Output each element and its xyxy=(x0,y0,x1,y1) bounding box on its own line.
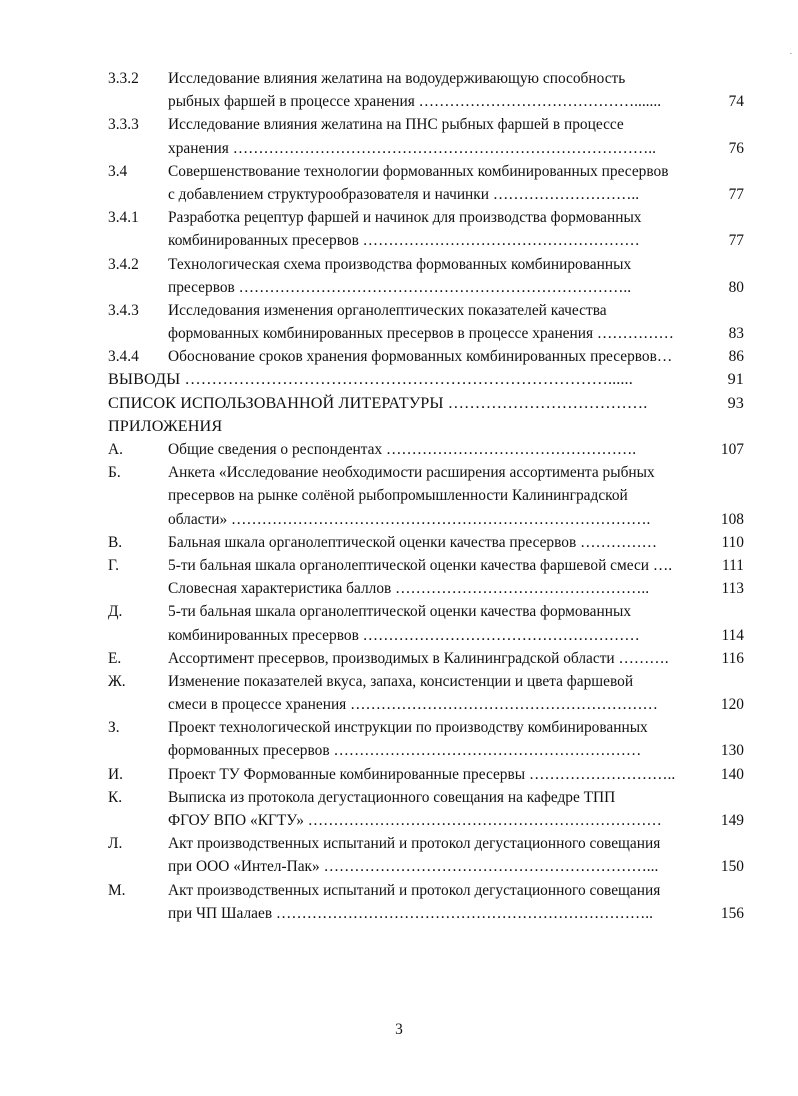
appendix-entry-title: Проект технологической инструкции по производству комбинированных xyxy=(168,719,648,737)
toc-entry-line xyxy=(108,253,744,276)
appendix-entry-line xyxy=(108,461,744,484)
appendix-entry-page: 114 xyxy=(721,626,744,644)
toc-entry-title: комбинированных пресервов ……………………………………………… xyxy=(168,232,640,250)
appendix-entry-page: 156 xyxy=(720,904,744,922)
toc-entry-line xyxy=(108,276,744,299)
toc-entry-number: 3.4.1 xyxy=(108,209,139,227)
toc-section xyxy=(108,392,744,415)
appendix-entry-page: 111 xyxy=(722,556,744,574)
toc-entry-title: формованных комбинированных пресервов в процессе хранения …………… xyxy=(168,325,674,343)
toc-entry-title: с добавлением структурообразователя и начинки ……………………….. xyxy=(168,185,640,203)
appendix-entry-page: 130 xyxy=(720,742,744,760)
appendix-entry-title: Выписка из протокола дегустационного совещания на кафедре ТПП xyxy=(168,788,616,806)
toc-entry-page: 76 xyxy=(728,139,744,157)
toc-entry-title: Исследование влияния желатина на ПНС рыбных фаршей в процессе xyxy=(168,116,624,134)
toc-section-title: СПИСОК ИСПОЛЬЗОВАННОЙ ЛИТЕРАТУРЫ ………………………………. xyxy=(108,393,648,412)
appendix-entry-line xyxy=(108,832,744,855)
toc-entry-page: 77 xyxy=(728,185,744,203)
appendix-entry-number: Е. xyxy=(108,649,122,667)
toc-entry-page: 80 xyxy=(728,278,744,296)
appendix-entry-line xyxy=(108,531,744,554)
appendix-entry-page: 150 xyxy=(720,858,744,876)
toc-entry-line xyxy=(108,67,744,90)
toc-entry-title: Исследования изменения органолептических показателей качества xyxy=(168,301,607,319)
appendix-entry-title: Анкета «Исследование необходимости расширения ассортимента рыбных xyxy=(168,464,655,482)
toc-entry-title: Совершенствование технологии формованных комбинированных пресервов xyxy=(168,162,669,180)
appendix-entry-title: смеси в процессе хранения …………………………………………………… xyxy=(168,696,658,714)
toc-entry-title: пресервов ………………………………………………………………….. xyxy=(168,278,632,296)
appendix-entry-line xyxy=(108,739,744,762)
appendix-entry-title: области» ………………………………………………………………………. xyxy=(168,510,651,528)
appendix-entry-page: 120 xyxy=(720,696,744,714)
appendix-entry-page: 140 xyxy=(720,765,744,783)
toc-entry-number: 3.3.2 xyxy=(108,70,139,87)
toc-entry-line xyxy=(108,229,744,252)
appendix-entry-line xyxy=(108,508,744,531)
appendix-entry-title: при ЧП Шалаев ……………………………………………………………….. xyxy=(168,904,654,922)
toc-entry-title: Исследование влияния желатина на водоудерживающую способность xyxy=(168,70,626,87)
toc-entry-number: 3.4 xyxy=(108,162,128,180)
toc-entry-number: 3.4.3 xyxy=(108,301,139,319)
toc-entry-line xyxy=(108,113,744,136)
appendix-entry-line xyxy=(108,786,744,809)
toc-section-title: ПРИЛОЖЕНИЯ xyxy=(108,416,223,435)
appendix-entry-line xyxy=(108,600,744,623)
toc-entry-number: 3.4.4 xyxy=(108,348,139,366)
appendix-entry-number: Г. xyxy=(108,556,120,574)
toc-entry-line xyxy=(108,160,744,183)
appendix-entry-title: Проект ТУ Формованные комбинированные пресервы ……………………….. xyxy=(168,765,676,783)
toc-section-page: 93 xyxy=(727,393,744,412)
toc-entry-page: 83 xyxy=(728,325,744,343)
toc-entry-title: Разработка рецептур фаршей и начинок для производства формованных xyxy=(168,209,642,227)
appendix-entry-page: 113 xyxy=(721,580,744,598)
appendix-entry-line xyxy=(108,577,744,600)
appendix-entry-page: 107 xyxy=(720,441,744,458)
appendix-entry-title: 5-ти бальная шкала органолептической оценки качества фаршевой смеси …. xyxy=(168,556,673,574)
page-number: 3 xyxy=(395,1021,403,1038)
appendix-entry-line xyxy=(108,879,744,902)
toc-entry-page: 74 xyxy=(728,93,744,111)
toc-entry-page: 77 xyxy=(728,232,744,250)
appendix-entry-title: ФГОУ ВПО «КГТУ» …………………………………………………………… xyxy=(168,812,662,829)
appendix-entry-title: Ассортимент пресервов, производимых в Калининградской области ………. xyxy=(168,649,669,667)
appendix-entry-line xyxy=(108,716,744,739)
appendix-entry-page: 110 xyxy=(721,533,744,551)
appendix-entry-title: пресервов на рынке солёной рыбопромышленности Калининградской xyxy=(168,487,628,505)
appendix-entry-number: М. xyxy=(108,881,126,899)
toc-entry-title: рыбных фаршей в процессе хранения ……………………………………....... xyxy=(168,93,662,111)
appendix-entry-line xyxy=(108,438,744,461)
toc-section xyxy=(108,368,744,391)
appendix-entry-line xyxy=(108,693,744,716)
toc-entry-line xyxy=(108,345,744,368)
appendix-entry-line xyxy=(108,554,744,577)
toc-entry-line xyxy=(108,299,744,322)
appendix-entry-page: 149 xyxy=(720,812,744,829)
toc-entry-title: Технологическая схема производства формованных комбинированных xyxy=(168,255,632,273)
appendix-entry-title: при ООО «Интел-Пак» ………………………………………………………... xyxy=(168,858,659,876)
appendix-entry-line xyxy=(108,647,744,670)
toc-entry-line xyxy=(108,90,744,113)
appendix-entry-number: В. xyxy=(108,533,123,551)
toc-entry-line xyxy=(108,206,744,229)
appendix-entry-line xyxy=(108,902,744,925)
corner-mark: . xyxy=(789,46,792,56)
appendix-entry-page: 116 xyxy=(721,649,744,667)
appendix-entry-title: Акт производственных испытаний и протокол дегустационного совещания xyxy=(168,835,661,853)
appendix-entry-title: Акт производственных испытаний и протокол дегустационного совещания xyxy=(168,881,661,899)
appendix-entry-title: Бальная шкала органолептической оценки качества пресервов …………… xyxy=(168,533,658,551)
toc-entry-number: 3.3.3 xyxy=(108,116,139,134)
toc-entry-number: 3.4.2 xyxy=(108,255,139,273)
appendix-entry-number: Б. xyxy=(108,464,121,482)
appendix-entry-number: З. xyxy=(108,719,120,737)
appendix-entry-line xyxy=(108,670,744,693)
toc-entry-page: 86 xyxy=(728,348,744,366)
toc-entry-line xyxy=(108,137,744,160)
table-of-contents xyxy=(108,67,744,925)
appendix-entry-title: 5-ти бальная шкала органолептической оценки качества формованных xyxy=(168,603,632,621)
appendix-entry-line xyxy=(108,484,744,507)
toc-section-title: ВЫВОДЫ ……………………………………………………………………...... xyxy=(108,370,633,389)
appendix-entry-number: Ж. xyxy=(108,672,126,690)
toc-section xyxy=(108,415,744,438)
toc-entry-line xyxy=(108,183,744,206)
appendix-entry-line xyxy=(108,855,744,878)
toc-entry-title: Обоснование сроков хранения формованных комбинированных пресервов… xyxy=(168,348,673,366)
appendix-entry-page: 108 xyxy=(720,510,744,528)
appendix-entry-title: Словесная характеристика баллов ………………………………………….. xyxy=(168,580,650,598)
appendix-entry-number: К. xyxy=(108,788,123,806)
appendix-entry-title: комбинированных пресервов ……………………………………………… xyxy=(168,626,640,644)
appendix-entry-line xyxy=(108,809,744,832)
appendix-entry-line xyxy=(108,763,744,786)
appendix-entry-number: А. xyxy=(108,441,123,458)
toc-section-page: 91 xyxy=(727,370,744,389)
toc-entry-line xyxy=(108,322,744,345)
appendix-entry-number: Д. xyxy=(108,603,123,621)
appendix-entry-number: Л. xyxy=(108,835,123,853)
appendix-entry-title: Изменение показателей вкуса, запаха, консистенции и цвета фаршевой xyxy=(168,672,634,690)
appendix-entry-line xyxy=(108,624,744,647)
appendix-entry-number: И. xyxy=(108,765,123,783)
toc-entry-title: хранения ……………………………………………………………………….. xyxy=(168,139,656,157)
appendix-entry-title: формованных пресервов …………………………………………………… xyxy=(168,742,642,760)
appendix-entry-title: Общие сведения о респондентах …………………………………………. xyxy=(168,441,637,458)
